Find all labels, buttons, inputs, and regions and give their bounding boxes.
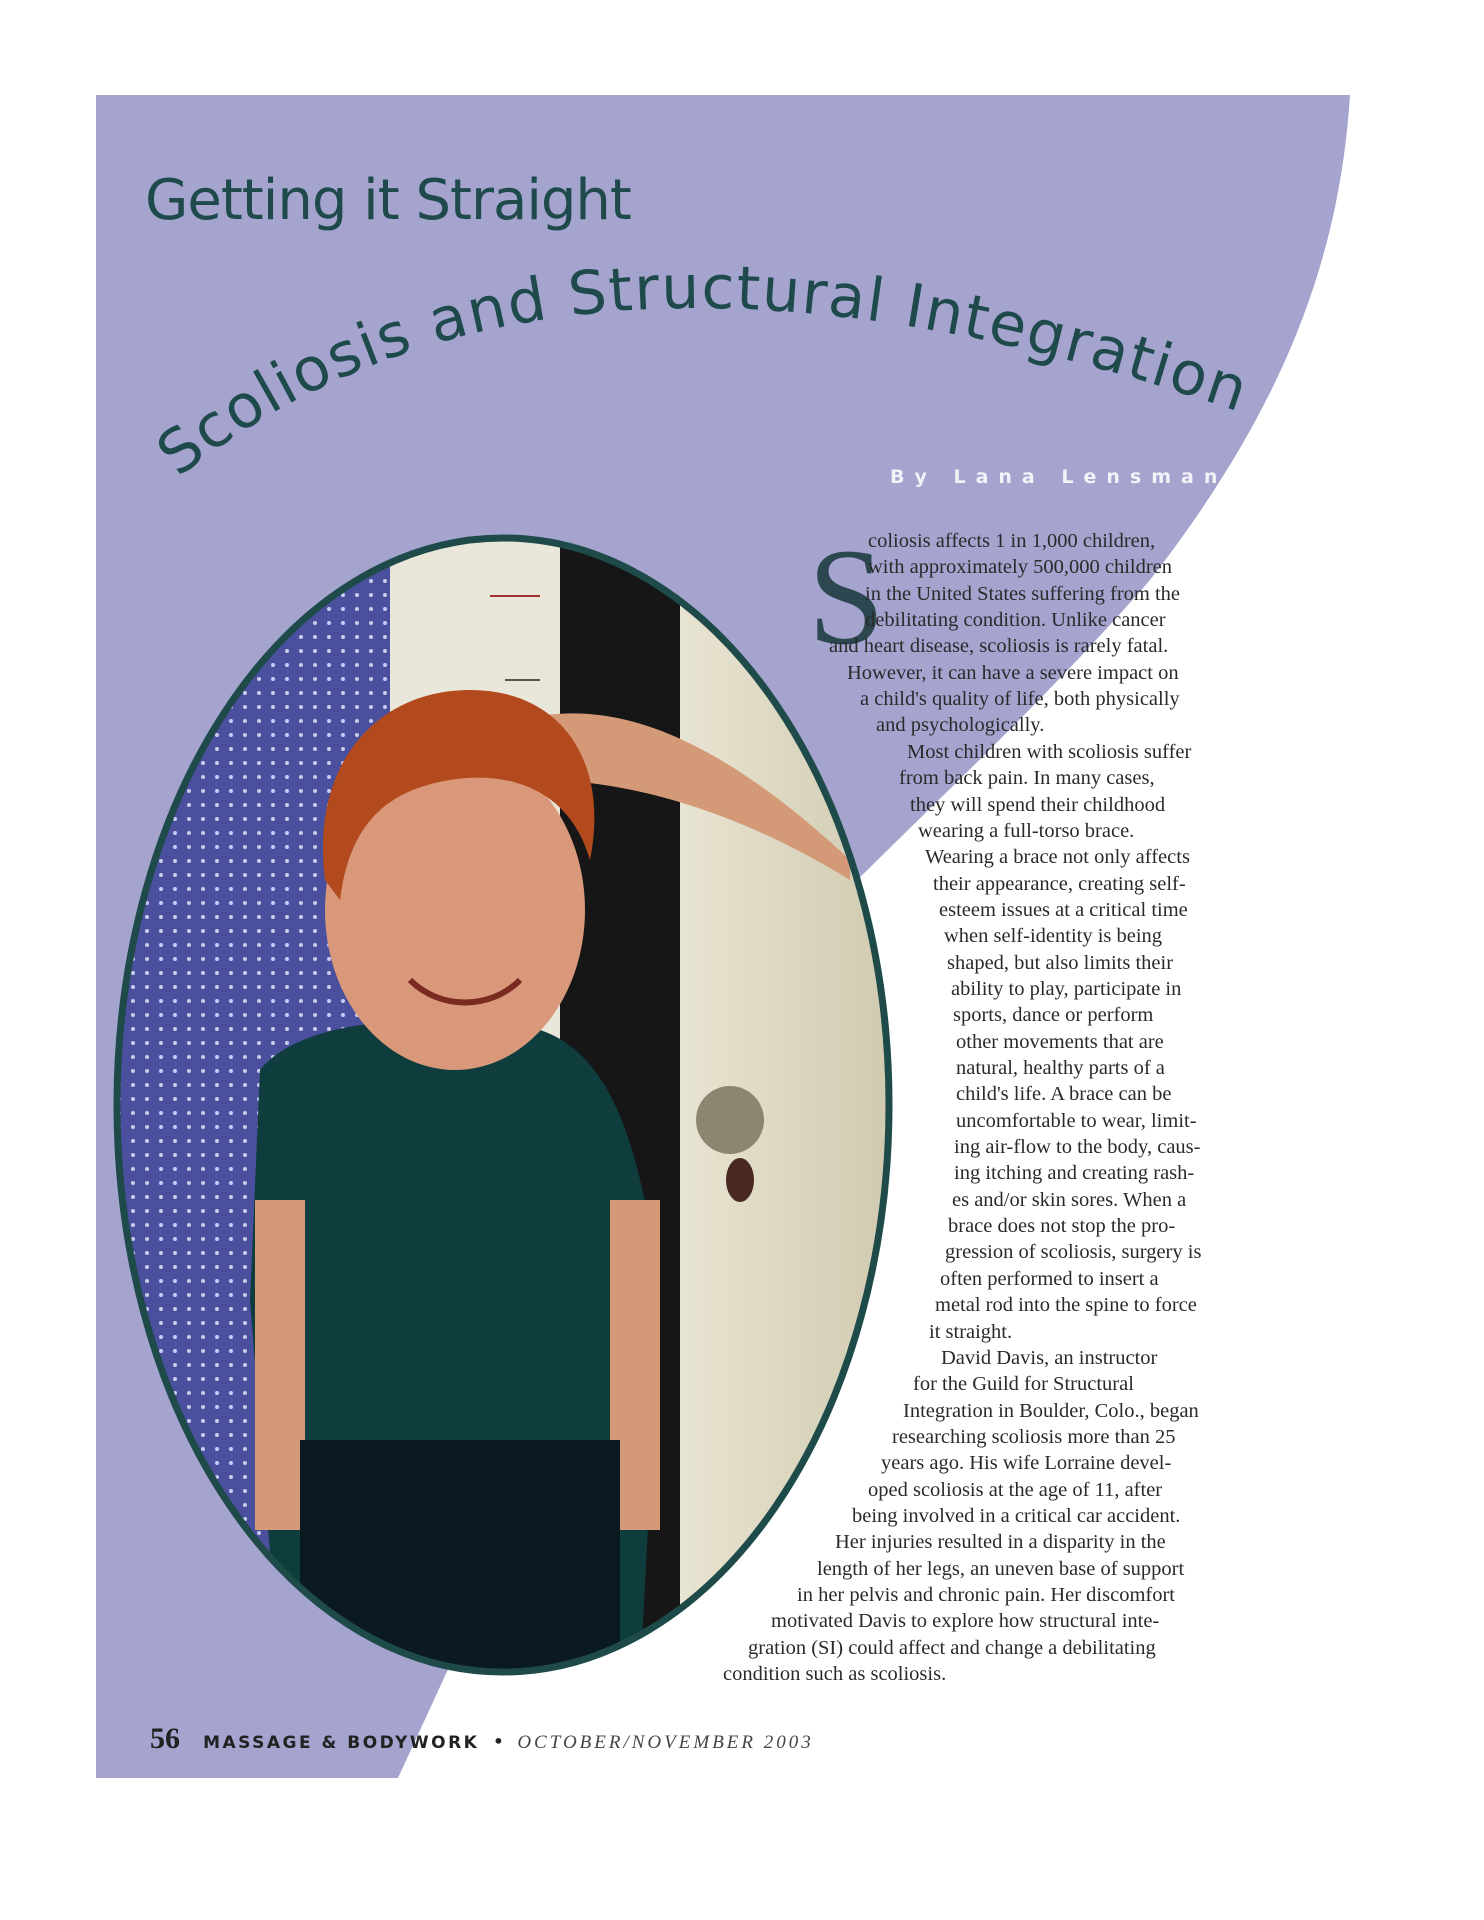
body-line: their appearance, creating self-: [933, 873, 1186, 895]
body-line: debilitating condition. Unlike cancer: [865, 609, 1166, 631]
body-line: ing air-flow to the body, caus-: [954, 1136, 1201, 1158]
body-line: with approximately 500,000 children: [868, 556, 1173, 578]
body-line: length of her legs, an uneven base of support: [817, 1558, 1185, 1580]
body-line: ing itching and creating rash-: [954, 1162, 1195, 1184]
issue-date: OCTOBER/NOVEMBER 2003: [517, 1732, 814, 1753]
body-line: gression of scoliosis, surgery is: [945, 1241, 1202, 1263]
body-line: child's life. A brace can be: [956, 1083, 1172, 1105]
body-line: often performed to insert a: [940, 1268, 1159, 1290]
body-line: and psychologically.: [876, 714, 1045, 736]
body-line: in the United States suffering from the: [865, 583, 1181, 605]
footer-separator: •: [492, 1729, 505, 1753]
body-line: Integration in Boulder, Colo., began: [903, 1400, 1199, 1422]
body-line: David Davis, an instructor: [941, 1347, 1158, 1369]
body-line: However, it can have a severe impact on: [847, 662, 1179, 684]
body-line: motivated Davis to explore how structural inte-: [771, 1610, 1160, 1632]
body-line: ability to play, participate in: [951, 978, 1182, 1000]
body-line: Her injuries resulted in a disparity in the: [835, 1531, 1166, 1553]
body-line: being involved in a critical car accident.: [852, 1505, 1181, 1527]
body-line: Most children with scoliosis suffer: [907, 741, 1192, 763]
page-number: 56: [150, 1722, 180, 1755]
body-line: oped scoliosis at the age of 11, after: [868, 1479, 1163, 1501]
body-line: brace does not stop the pro-: [948, 1215, 1176, 1237]
body-line: shaped, but also limits their: [947, 952, 1174, 974]
article-subtitle: Scoliosis and Structural Integration: [144, 252, 1256, 490]
body-line: for the Guild for Structural: [913, 1373, 1134, 1395]
body-line: years ago. His wife Lorraine devel-: [881, 1452, 1172, 1474]
body-line: other movements that are: [956, 1031, 1164, 1053]
body-line: sports, dance or perform: [953, 1004, 1154, 1026]
body-line: uncomfortable to wear, limit-: [956, 1110, 1197, 1132]
body-line: researching scoliosis more than 25: [892, 1426, 1176, 1448]
magazine-name: MASSAGE & BODYWORK: [203, 1733, 480, 1753]
body-line: Wearing a brace not only affects: [925, 846, 1190, 868]
body-line: and heart disease, scoliosis is rarely fatal.: [829, 635, 1169, 657]
body-line: a child's quality of life, both physically: [860, 688, 1180, 710]
article-title: Getting it Straight: [145, 168, 631, 233]
body-line: they will spend their childhood: [910, 794, 1166, 816]
body-line: coliosis affects 1 in 1,000 children,: [868, 530, 1156, 552]
body-line: in her pelvis and chronic pain. Her discomfort: [797, 1584, 1175, 1606]
body-line: it straight.: [929, 1321, 1013, 1343]
body-line: esteem issues at a critical time: [939, 899, 1188, 921]
body-line: wearing a full-torso brace.: [918, 820, 1135, 842]
body-line: condition such as scoliosis.: [723, 1663, 947, 1685]
body-line: es and/or skin sores. When a: [952, 1189, 1187, 1211]
drop-cap: S: [808, 520, 885, 673]
body-line: metal rod into the spine to force: [935, 1294, 1197, 1316]
body-line: when self-identity is being: [944, 925, 1163, 947]
article-byline: By Lana Lensman: [890, 466, 1228, 488]
body-line: from back pain. In many cases,: [899, 767, 1155, 789]
body-line: gration (SI) could affect and change a debilitating: [748, 1637, 1156, 1659]
body-line: natural, healthy parts of a: [956, 1057, 1165, 1079]
page-footer: [150, 1722, 814, 1756]
